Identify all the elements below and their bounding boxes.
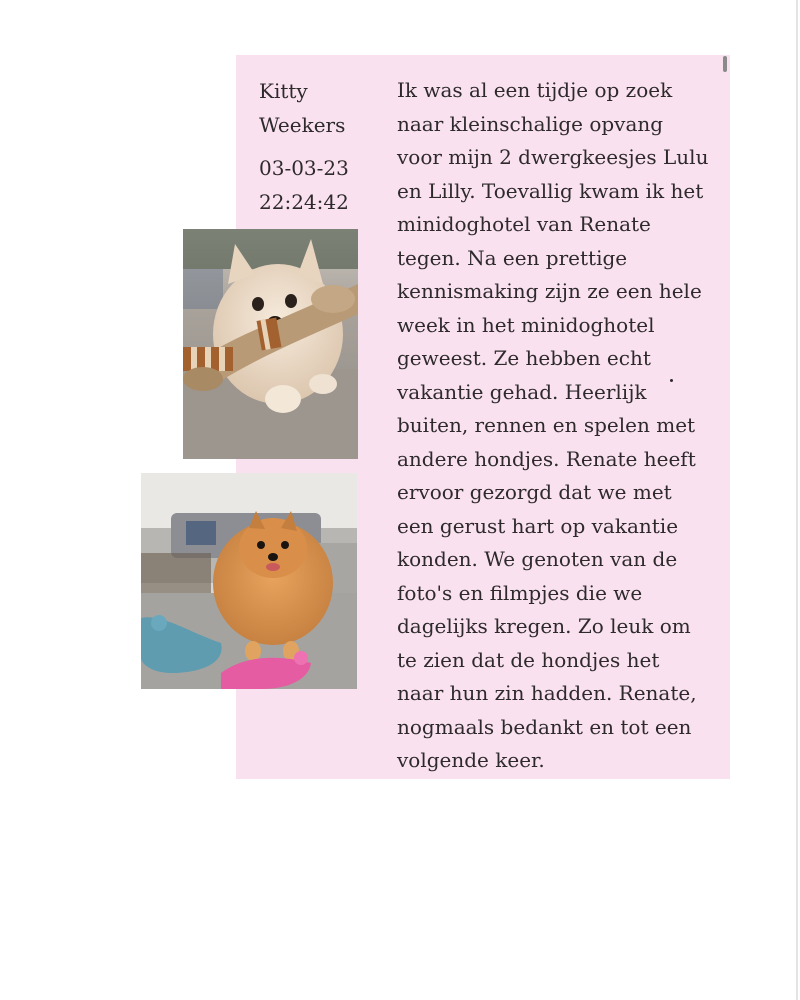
review-datetime: 03-03-23 22:24:42 (259, 156, 349, 214)
scrollbar-thumb[interactable] (723, 56, 727, 72)
dog-photo-orange-pomeranian-image (141, 473, 357, 689)
review-author: Kitty Weekers (259, 79, 346, 137)
dog-photo-cream-pomeranian[interactable] (183, 229, 358, 459)
dog-photo-cream-pomeranian-image (183, 229, 358, 459)
review-text: Ik was al een tijdje op zoek naar kleinschalige opvang voor mijn 2 dwergkeesjes Lulu en Lilly. Toevallig kwam ik het minidoghotel van Renate tegen. Na een prettige kennismaking zijn ze een hele week in het minidoghotel geweest. Ze hebben echt vakantie gehad. Heerlijk buiten, rennen en spelen met andere hondjes. Renate heeft ervoor gezorgd dat we met een gerust hart op vakantie konden. We genoten van de foto's en filmpjes die we dagelijks kregen. Zo leuk om te zien dat de hondjes het naar hun zin hadden. Renate, nogmaals bedankt en tot een volgende keer. (397, 78, 709, 772)
stray-dot (670, 379, 673, 382)
dog-photo-orange-pomeranian[interactable] (141, 473, 357, 689)
page-edge (796, 0, 798, 1000)
